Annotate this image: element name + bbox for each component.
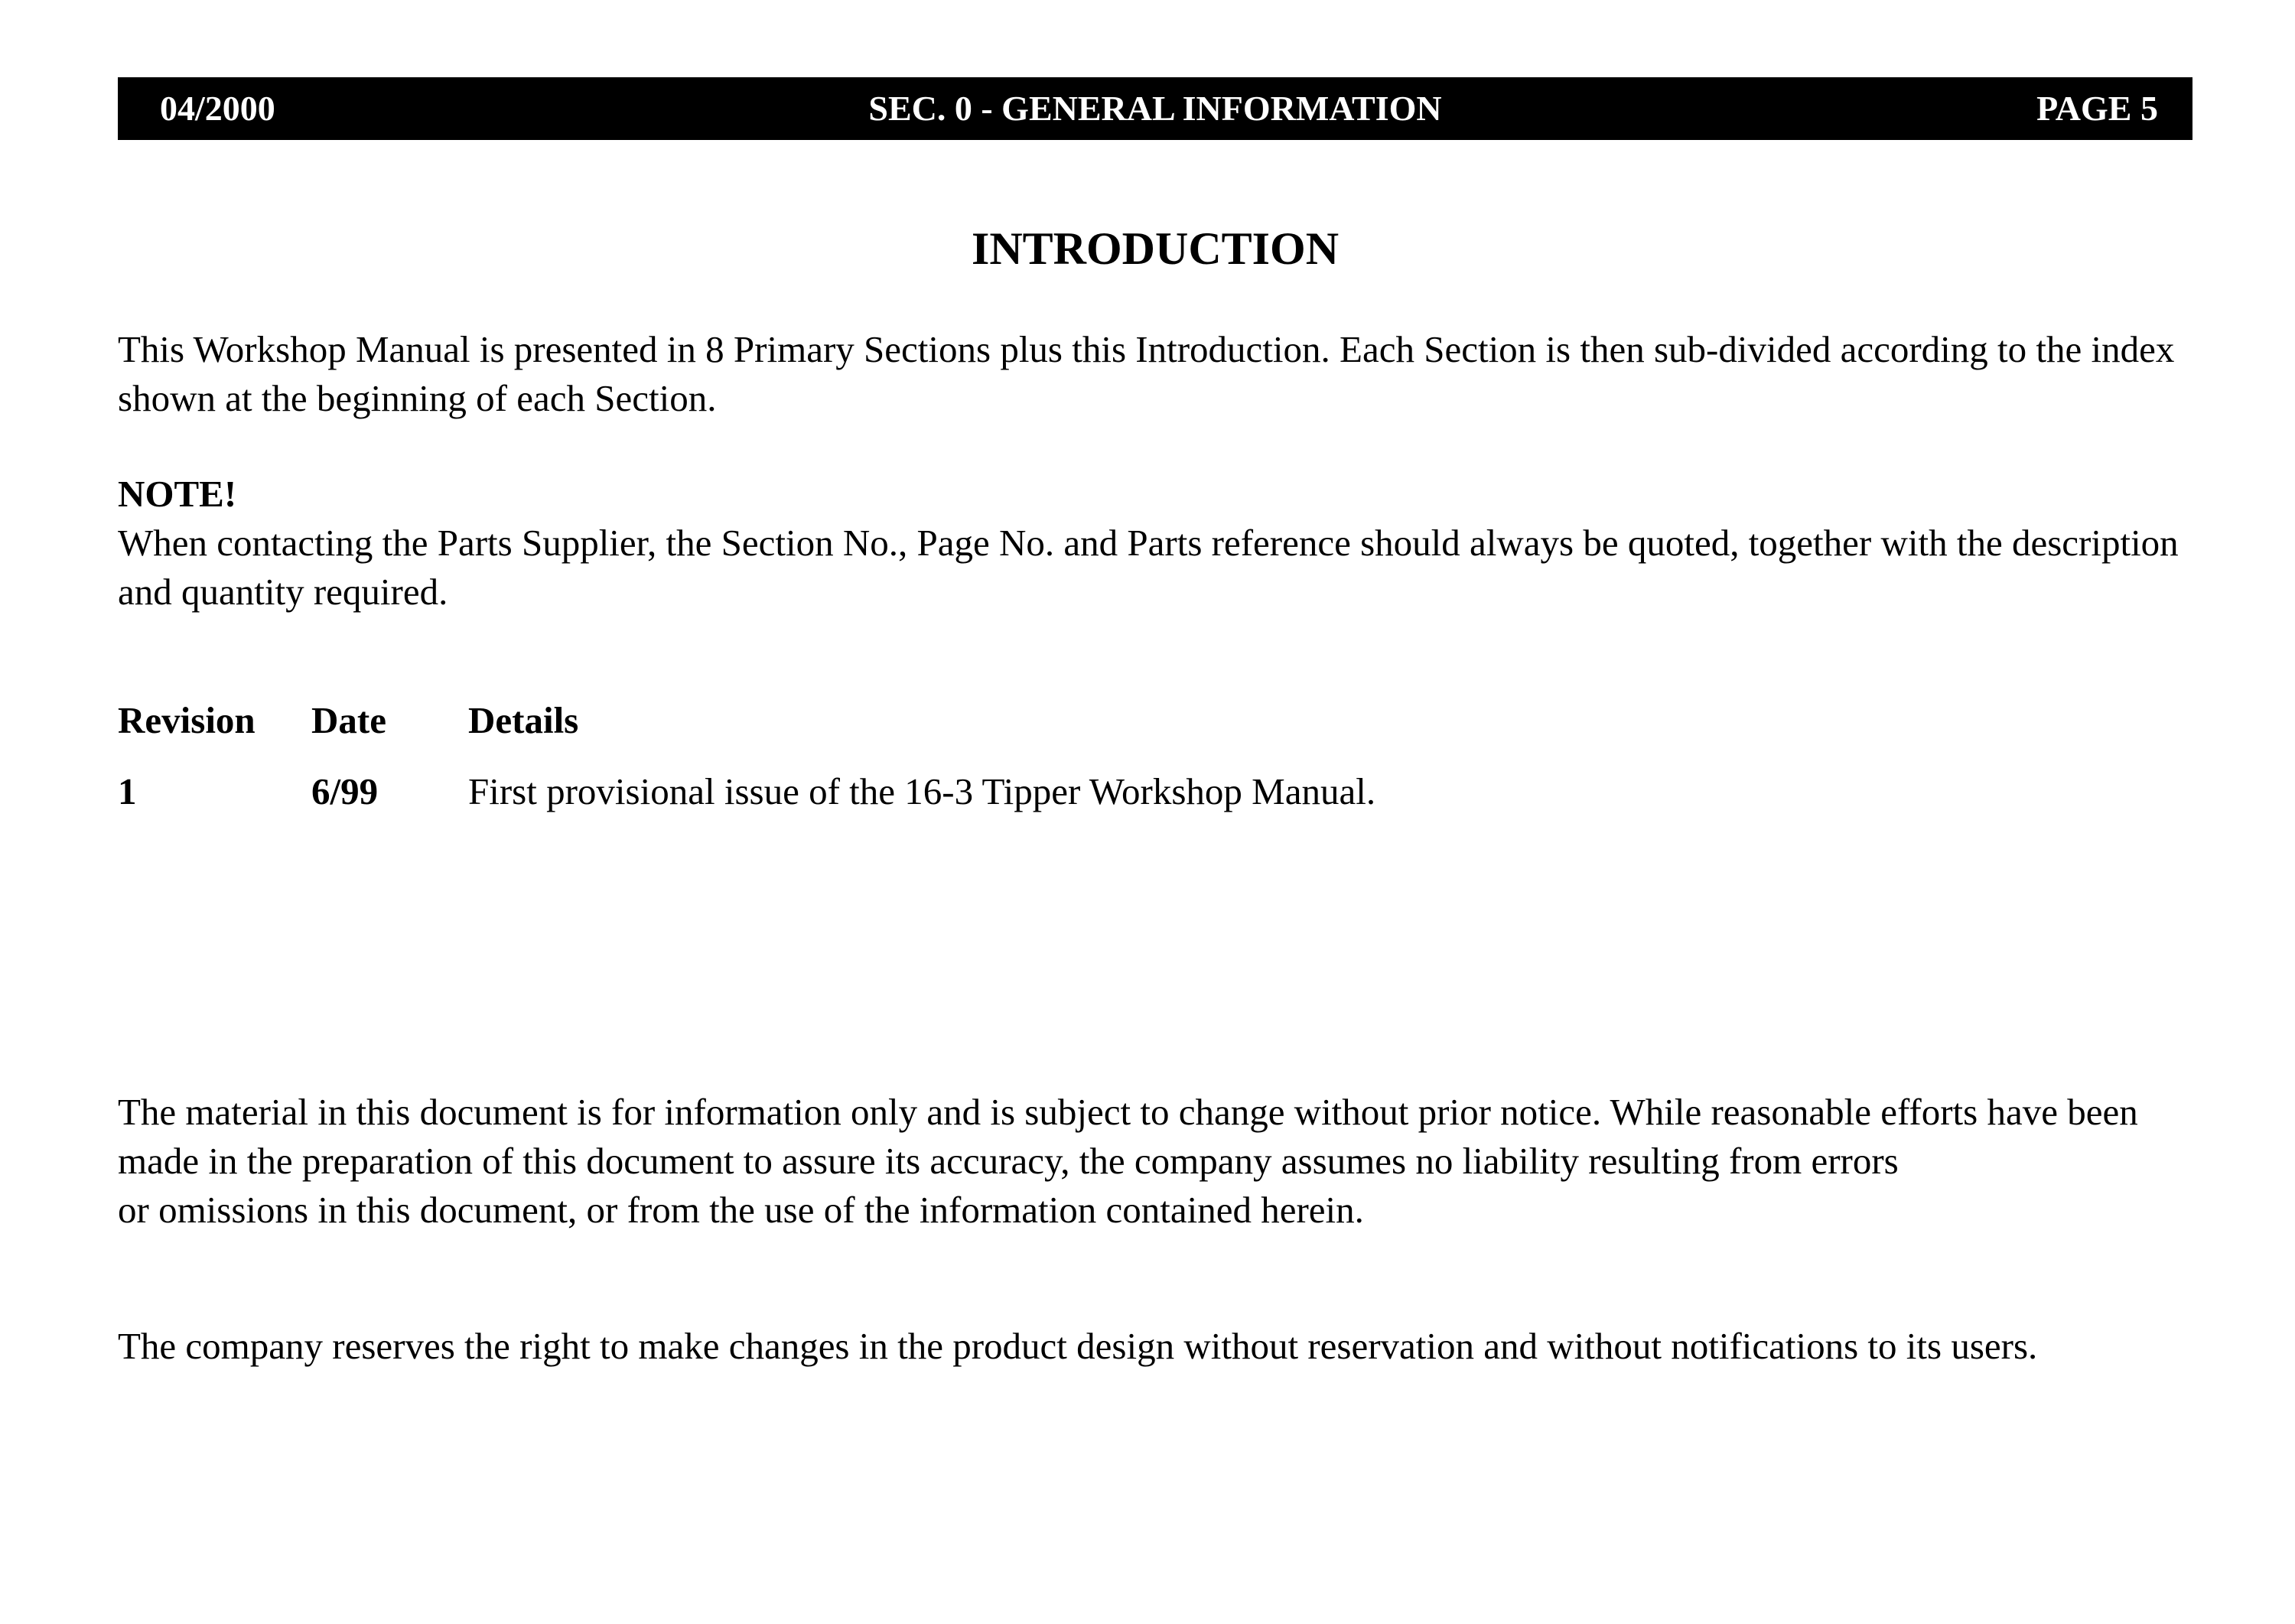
disclaimer-line-1: The material in this document is for information only and is subject to change without prior notice. While reasonable efforts have been made in the preparation of this document to assure its accuracy, the company assumes no liability resulting from errors — [118, 1091, 2138, 1182]
reserve-rights-paragraph: The company reserves the right to make changes in the product design without reservation and without notifications to its users. — [118, 1325, 2038, 1367]
revision-number-cell: 1 — [118, 770, 137, 812]
date-column-header: Date — [311, 699, 386, 741]
disclaimer-paragraph — [118, 1088, 2206, 1235]
page-header-bar — [118, 77, 2192, 140]
disclaimer-line-2: or omissions in this document, or from the use of the information contained herein. — [118, 1189, 1364, 1231]
note-paragraph: When contacting the Parts Supplier, the Section No., Page No. and Parts reference should always be quoted, together with the description and quantity required. — [118, 522, 2179, 613]
header-date: 04/2000 — [160, 89, 275, 128]
details-column-header: Details — [468, 699, 579, 741]
revision-details-cell: First provisional issue of the 16-3 Tipper Workshop Manual. — [468, 770, 1376, 812]
header-page-number: PAGE 5 — [2036, 89, 2158, 128]
revision-column-header: Revision — [118, 699, 256, 741]
header-section-title: SEC. 0 - GENERAL INFORMATION — [868, 89, 1442, 128]
page-title: INTRODUCTION — [971, 223, 1340, 274]
intro-paragraph: This Workshop Manual is presented in 8 Primary Sections plus this Introduction. Each Section is then sub-divided according to the index shown at the beginning of each Section. — [118, 328, 2175, 419]
note-label: NOTE! — [118, 473, 237, 515]
revision-date-cell: 6/99 — [311, 770, 379, 812]
